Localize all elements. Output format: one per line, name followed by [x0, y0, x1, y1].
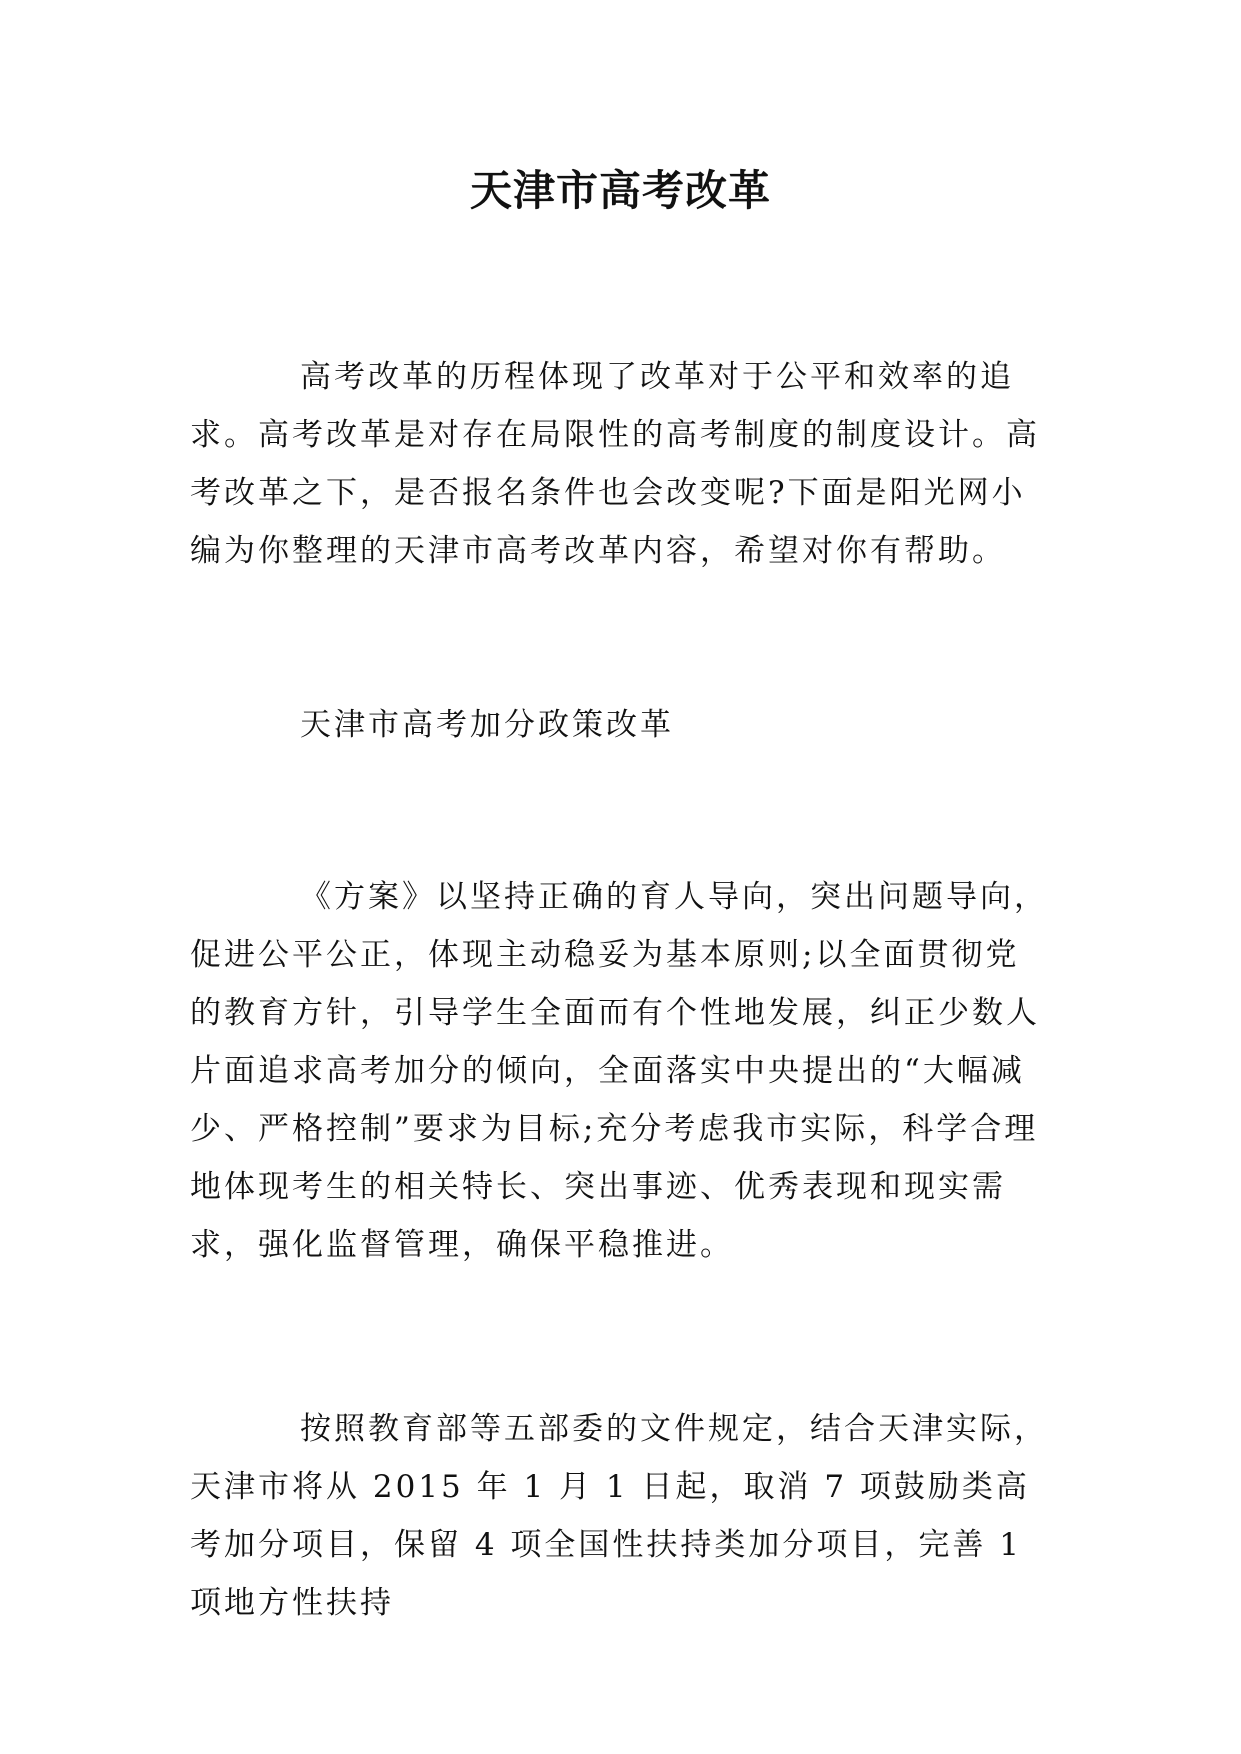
section-heading: 天津市高考加分政策改革: [300, 707, 674, 743]
intro-paragraph: 高考改革的历程体现了改革对于公平和效率的追求。高考改革是对存在局限性的高考制度的制度设计。高考改革之下，是否报名条件也会改变呢?下面是阳光网小编为你整理的天津市高考改革内容，希望对你有帮助。: [190, 359, 1040, 569]
plan-paragraph: 《方案》以坚持正确的育人导向，突出问题导向，促进公平公正，体现主动稳妥为基本原则;以全面贯彻党的教育方针，引导学生全面而有个性地发展，纠正少数人片面追求高考加分的倾向，全面落实中央提出的“大幅减少、严格控制”要求为目标;充分考虑我市实际，科学合理地体现考生的相关特长、突出事迹、优秀表现和现实需求，强化监督管理，确保平稳推进。: [190, 879, 1048, 1263]
document-title: 天津市高考改革: [469, 166, 771, 215]
policy-paragraph: 按照教育部等五部委的文件规定，结合天津实际，天津市将从 2015 年 1 月 1 日起，取消 7 项鼓励类高考加分项目，保留 4 项全国性扶持类加分项目，完善 1 项地方性扶持: [190, 1411, 1048, 1621]
